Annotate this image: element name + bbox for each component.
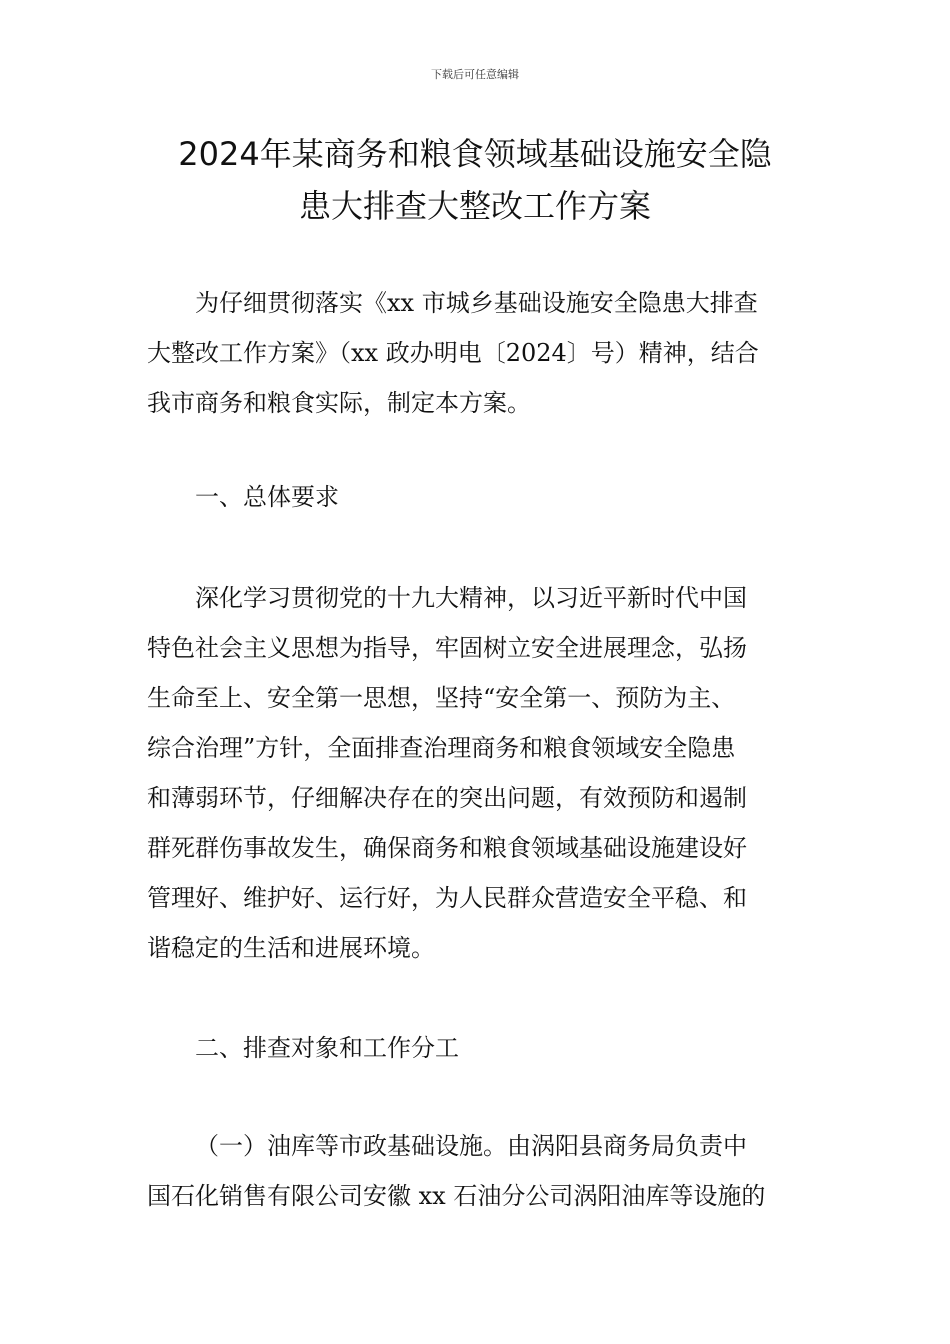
text-line: 群死群伤事故发生，确保商务和粮食领域基础设施建设好 bbox=[147, 834, 747, 862]
header-note: 下载后可任意编辑 bbox=[431, 68, 519, 81]
text-line: 大整改工作方案》（xx 政办明电〔2024〕号）精神，结合 bbox=[147, 339, 759, 367]
title-line-2: 患大排查大整改工作方案 bbox=[298, 187, 651, 225]
text-line: 生命至上、安全第一思想，坚持“安全第一、预防为主、 bbox=[147, 684, 736, 712]
text-line: 特色社会主义思想为指导，牢固树立安全进展理念，弘扬 bbox=[147, 634, 747, 662]
section1-heading: 一、总体要求 bbox=[195, 483, 339, 511]
text-line: 深化学习贯彻党的十九大精神，以习近平新时代中国 bbox=[195, 584, 747, 612]
text-line: 国石化销售有限公司安徽 xx 石油分公司涡阳油库等设施的 bbox=[147, 1182, 766, 1210]
text-line: 谐稳定的生活和进展环境。 bbox=[147, 934, 435, 962]
text-line: 综合治理”方针，全面排查治理商务和粮食领域安全隐患 bbox=[147, 734, 736, 762]
title-line-1: 2024年某商务和粮食领域基础设施安全隐 bbox=[178, 135, 772, 173]
section1-paragraph bbox=[147, 573, 809, 973]
section1-heading-block bbox=[147, 472, 809, 522]
text-line: 为仔细贯彻落实《xx 市城乡基础设施安全隐患大排查 bbox=[195, 289, 758, 317]
text-line: 我市商务和粮食实际，制定本方案。 bbox=[147, 389, 531, 417]
text-line: （一）油库等市政基础设施。由涡阳县商务局负责中 bbox=[195, 1132, 747, 1160]
section2-heading: 二、排查对象和工作分工 bbox=[195, 1034, 459, 1062]
document-title bbox=[100, 128, 850, 232]
section2-paragraph bbox=[147, 1121, 809, 1221]
text-line: 和薄弱环节，仔细解决存在的突出问题，有效预防和遏制 bbox=[147, 784, 747, 812]
section2-heading-block bbox=[147, 1023, 809, 1073]
text-line: 管理好、维护好、运行好，为人民群众营造安全平稳、和 bbox=[147, 884, 747, 912]
intro-paragraph bbox=[147, 278, 809, 428]
